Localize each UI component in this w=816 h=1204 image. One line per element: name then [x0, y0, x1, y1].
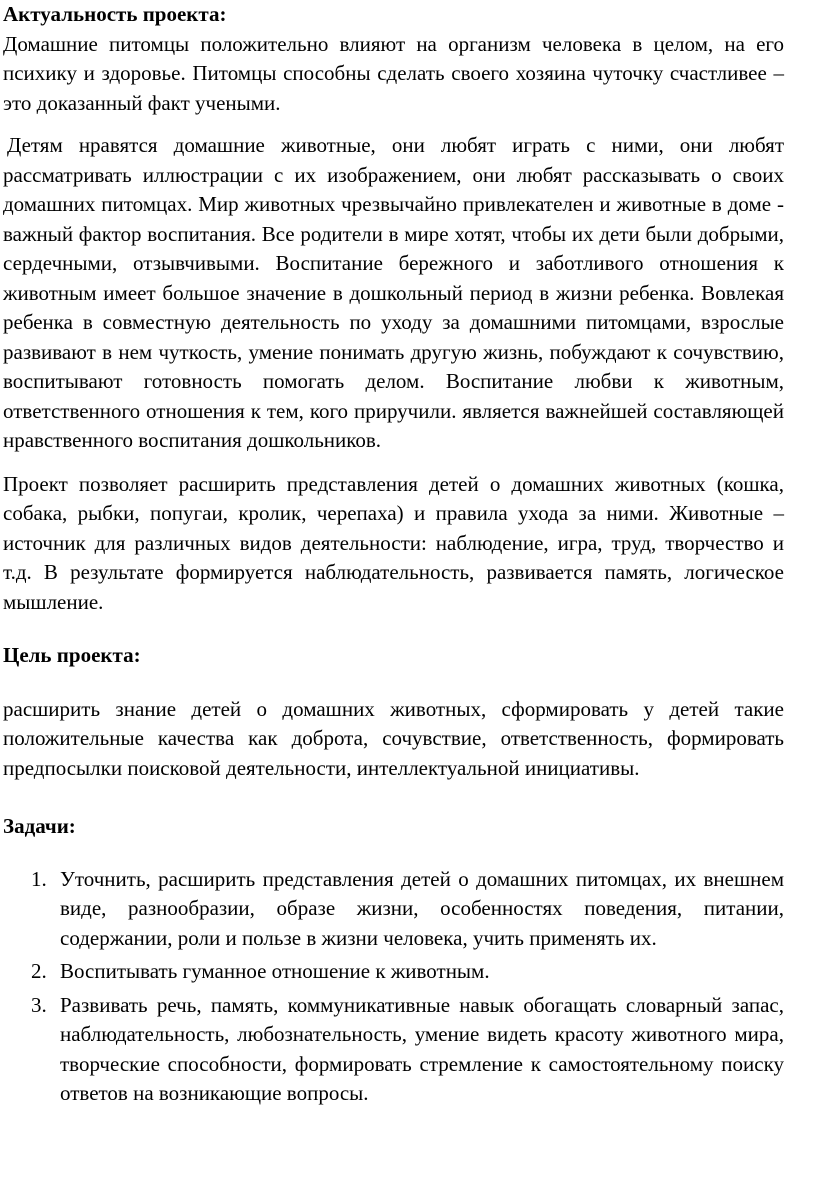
- list-item: [31, 991, 784, 1109]
- relevance-paragraph-2: Детям нравятся домашние животные, они любят играть с ними, они любят рассматривать иллюстрации с их изображением, они любят рассказывать о своих домашних питомцах. Мир животных чрезвычайно привлекателен и животные в доме - важный фактор воспитания. Все родители в мире хотят, чтобы их дети были добрыми, сердечными, отзывчивыми. Воспитание бережного и заботливого отношения к животным имеет большое значение в дошкольный период в жизни ребенка. Вовлекая ребенка в совместную деятельность по уходу за домашними питомцами, взрослые развивают в нем чуткость, умение понимать другую жизнь, побуждают к сочувствию, воспитывают готовность помогать делом. Воспитание любви к животным, ответственного отношения к тем, кого приручили. является важнейшей составляющей нравственного воспитания дошкольников.: [3, 133, 784, 452]
- list-item-text: Развивать речь, память, коммуникативные навык обогащать словарный запас, наблюдательность, любознательность, умение видеть красоту животного мира, творческие способности, формировать стремление к самостоятельному поиску ответов на возникающие вопросы.: [60, 992, 784, 1105]
- list-item: [31, 957, 784, 987]
- goal-heading: Цель проекта:: [3, 643, 141, 667]
- list-item-text: Воспитывать гуманное отношение к животным.: [60, 959, 490, 983]
- relevance-paragraph-1: Домашние питомцы положительно влияют на организм человека в целом, на его психику и здоровье. Питомцы способны сделать своего хозяина чуточку счастливее – это доказанный факт учеными.: [3, 31, 784, 115]
- list-item-number: 3.: [31, 992, 47, 1017]
- list-item: [31, 865, 784, 954]
- goal-paragraph: расширить знание детей о домашних животных, сформировать у детей такие положительные качества как доброта, сочувствие, ответственность, формировать предпосылки поисковой деятельности, интеллектуальной инициативы.: [3, 696, 784, 780]
- tasks-heading: Задачи:: [3, 814, 76, 838]
- list-item-number: 1.: [31, 866, 47, 891]
- list-item-number: 2.: [31, 959, 47, 983]
- list-item-text: Уточнить, расширить представления детей о домашних питомцах, их внешнем виде, разнообразии, образе жизни, особенностях поведения, питании, содержании, роли и пользе в жизни человека, учить применять их.: [60, 866, 784, 950]
- relevance-paragraph-3: Проект позволяет расширить представления детей о домашних животных (кошка, собака, рыбки, попугаи, кролик, черепаха) и правила ухода за ними. Животные – источник для различных видов деятельности: наблюдение, игра, труд, творчество и т.д. В результате формируется наблюдательность, развивается память, логическое мышление.: [3, 471, 784, 614]
- relevance-heading: Актуальность проекта:: [3, 2, 227, 26]
- tasks-list: [3, 865, 784, 1109]
